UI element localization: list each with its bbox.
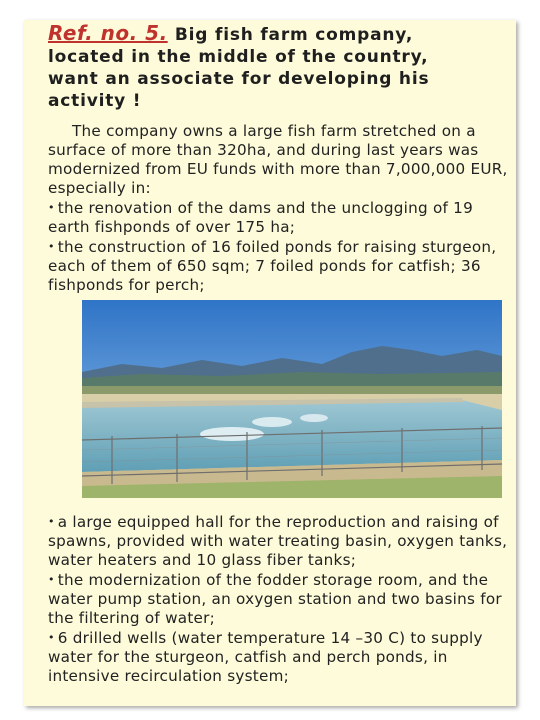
reference-number: Ref. no. 5.: [48, 21, 168, 45]
intro-paragraph: The company owns a large fish farm stretched on a surface of more than 320ha, and during last years was modernized from EU funds with more than 7,000,000 EUR, especially in:: [48, 122, 508, 197]
bullet-text: the construction of 16 foiled ponds for raising sturgeon, each of them of 650 sqm; 7 foiled ponds for catfish; 36 fishponds for perch;: [48, 238, 497, 294]
bullet-item: [48, 198, 518, 237]
fish-farm-photo: [82, 300, 502, 498]
bullet-text: the renovation of the dams and the unclogging of 19 earth fishponds of over 175 ha;: [48, 199, 473, 236]
bullet-text: the modernization of the fodder storage room, and the water pump station, an oxygen station and two basins for the filtering of water;: [48, 571, 502, 627]
bullet-text: 6 drilled wells (water temperature 14 –30 C) to supply water for the sturgeon, catfish and perch ponds, in intensive recirculation system;: [48, 629, 483, 685]
bullet-icon: •: [48, 201, 55, 214]
bullet-icon: •: [48, 631, 55, 644]
slide-title: [48, 22, 518, 112]
body-bottom: [48, 512, 518, 686]
bullet-icon: •: [48, 573, 55, 586]
bullet-text: a large equipped hall for the reproduction and raising of spawns, provided with water treating basin, oxygen tanks, water heaters and 10 glass fiber tanks;: [48, 513, 508, 569]
aerator-splash: [200, 427, 264, 441]
aerator-splash: [300, 414, 328, 422]
bullet-item: [48, 512, 518, 570]
body-top: [48, 122, 518, 295]
title-line-1: [48, 22, 518, 46]
bullet-icon: •: [48, 240, 55, 253]
fish-farm-illustration: [82, 300, 502, 498]
bullet-item: [48, 570, 518, 628]
title-line-2: located in the middle of the country,: [48, 47, 429, 67]
bullet-item: [48, 628, 518, 686]
pond-water: [82, 400, 502, 472]
far-dam: [82, 386, 502, 394]
bullet-item: [48, 237, 518, 295]
title-line-1-text: Big fish farm company,: [174, 25, 414, 45]
aerator-splash: [252, 417, 292, 427]
title-line-4: activity !: [48, 91, 142, 111]
title-line-3: want an associate for developing his: [48, 69, 430, 89]
treeline: [82, 372, 502, 388]
bullet-icon: •: [48, 515, 55, 528]
